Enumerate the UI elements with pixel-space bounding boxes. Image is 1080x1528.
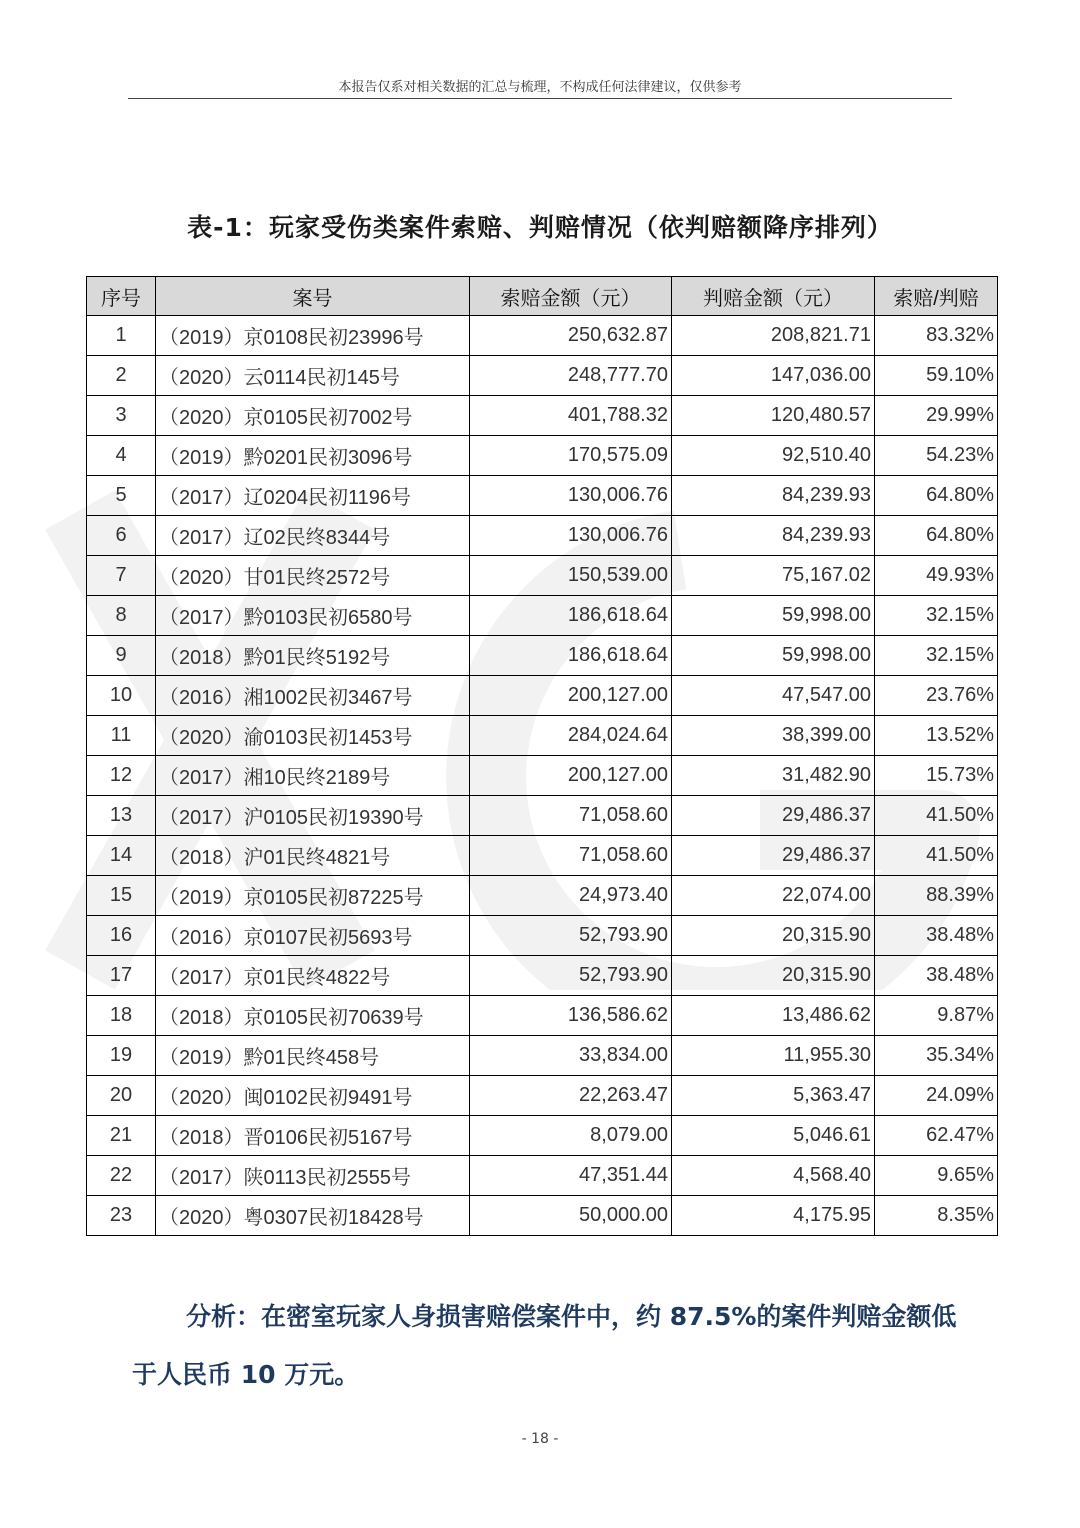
cell-case-number: （2018）沪01民终4821号 [156, 836, 470, 876]
cell-index: 11 [87, 716, 156, 756]
cell-award-amount: 4,568.40 [672, 1156, 875, 1196]
cell-ratio: 8.35% [875, 1196, 998, 1236]
table-row [87, 1076, 998, 1116]
cell-case-number: （2019）黔0201民初3096号 [156, 436, 470, 476]
cell-claim-amount: 284,024.64 [470, 716, 672, 756]
table-row [87, 876, 998, 916]
cell-index: 2 [87, 356, 156, 396]
table-row [87, 996, 998, 1036]
cell-award-amount: 208,821.71 [672, 316, 875, 356]
cell-ratio: 64.80% [875, 476, 998, 516]
table-row [87, 356, 998, 396]
cell-ratio: 23.76% [875, 676, 998, 716]
cases-table [86, 276, 998, 1236]
cell-case-number: （2017）湘10民终2189号 [156, 756, 470, 796]
table-row [87, 436, 998, 476]
cell-award-amount: 31,482.90 [672, 756, 875, 796]
cell-ratio: 62.47% [875, 1116, 998, 1156]
table-row [87, 756, 998, 796]
table-row [87, 1196, 998, 1236]
cell-index: 15 [87, 876, 156, 916]
cell-claim-amount: 248,777.70 [470, 356, 672, 396]
cell-ratio: 41.50% [875, 796, 998, 836]
cell-ratio: 49.93% [875, 556, 998, 596]
table-row [87, 316, 998, 356]
cell-ratio: 83.32% [875, 316, 998, 356]
cell-index: 16 [87, 916, 156, 956]
cell-claim-amount: 50,000.00 [470, 1196, 672, 1236]
cell-award-amount: 120,480.57 [672, 396, 875, 436]
cell-claim-amount: 130,006.76 [470, 476, 672, 516]
cell-case-number: （2018）京0105民初70639号 [156, 996, 470, 1036]
cell-case-number: （2019）京0105民初87225号 [156, 876, 470, 916]
cell-award-amount: 147,036.00 [672, 356, 875, 396]
page-number: - 18 - [521, 1431, 559, 1447]
cell-index: 1 [87, 316, 156, 356]
cell-ratio: 38.48% [875, 956, 998, 996]
cell-case-number: （2020）闽0102民初9491号 [156, 1076, 470, 1116]
cell-award-amount: 5,046.61 [672, 1116, 875, 1156]
table-row [87, 476, 998, 516]
cell-award-amount: 29,486.37 [672, 796, 875, 836]
cell-ratio: 24.09% [875, 1076, 998, 1116]
cell-claim-amount: 47,351.44 [470, 1156, 672, 1196]
cell-claim-amount: 52,793.90 [470, 916, 672, 956]
cell-index: 20 [87, 1076, 156, 1116]
cell-ratio: 13.52% [875, 716, 998, 756]
cell-ratio: 32.15% [875, 596, 998, 636]
cell-claim-amount: 22,263.47 [470, 1076, 672, 1116]
header-disclaimer: 本报告仅系对相关数据的汇总与梳理，不构成任何法律建议，仅供参考 [338, 80, 742, 95]
cell-index: 5 [87, 476, 156, 516]
cell-claim-amount: 250,632.87 [470, 316, 672, 356]
cell-claim-amount: 52,793.90 [470, 956, 672, 996]
cell-ratio: 29.99% [875, 396, 998, 436]
cell-ratio: 59.10% [875, 356, 998, 396]
cell-ratio: 35.34% [875, 1036, 998, 1076]
cell-award-amount: 47,547.00 [672, 676, 875, 716]
cell-award-amount: 4,175.95 [672, 1196, 875, 1236]
cell-claim-amount: 401,788.32 [470, 396, 672, 436]
cell-claim-amount: 71,058.60 [470, 836, 672, 876]
cell-case-number: （2018）晋0106民初5167号 [156, 1116, 470, 1156]
cell-case-number: （2017）黔0103民初6580号 [156, 596, 470, 636]
table-row [87, 836, 998, 876]
cell-case-number: （2020）京0105民初7002号 [156, 396, 470, 436]
cell-index: 17 [87, 956, 156, 996]
cell-award-amount: 59,998.00 [672, 596, 875, 636]
cell-award-amount: 11,955.30 [672, 1036, 875, 1076]
column-header-index: 序号 [87, 277, 156, 316]
cell-award-amount: 75,167.02 [672, 556, 875, 596]
cell-award-amount: 84,239.93 [672, 516, 875, 556]
cell-award-amount: 5,363.47 [672, 1076, 875, 1116]
cell-case-number: （2020）渝0103民初1453号 [156, 716, 470, 756]
table-row [87, 516, 998, 556]
cell-index: 7 [87, 556, 156, 596]
table-row [87, 396, 998, 436]
table-row [87, 1116, 998, 1156]
cell-case-number: （2017）辽0204民初1196号 [156, 476, 470, 516]
cell-claim-amount: 33,834.00 [470, 1036, 672, 1076]
cell-case-number: （2020）粤0307民初18428号 [156, 1196, 470, 1236]
cell-ratio: 32.15% [875, 636, 998, 676]
header-divider [128, 98, 952, 99]
table-title: 表-1：玩家受伤类案件索赔、判赔情况（依判赔额降序排列） [187, 213, 893, 242]
cell-case-number: （2019）京0108民初23996号 [156, 316, 470, 356]
cell-ratio: 54.23% [875, 436, 998, 476]
table-row [87, 1036, 998, 1076]
cell-case-number: （2020）甘01民终2572号 [156, 556, 470, 596]
table-row [87, 556, 998, 596]
table-row [87, 676, 998, 716]
column-header-claim-amount: 索赔金额（元） [470, 277, 672, 316]
cell-award-amount: 92,510.40 [672, 436, 875, 476]
cell-ratio: 9.87% [875, 996, 998, 1036]
cell-index: 9 [87, 636, 156, 676]
cell-claim-amount: 24,973.40 [470, 876, 672, 916]
cell-case-number: （2017）陕0113民初2555号 [156, 1156, 470, 1196]
cell-case-number: （2016）京0107民初5693号 [156, 916, 470, 956]
cell-case-number: （2017）沪0105民初19390号 [156, 796, 470, 836]
cell-award-amount: 20,315.90 [672, 956, 875, 996]
cell-award-amount: 29,486.37 [672, 836, 875, 876]
table-row [87, 796, 998, 836]
cell-case-number: （2016）湘1002民初3467号 [156, 676, 470, 716]
cell-ratio: 41.50% [875, 836, 998, 876]
cell-index: 4 [87, 436, 156, 476]
cell-claim-amount: 136,586.62 [470, 996, 672, 1036]
cell-index: 19 [87, 1036, 156, 1076]
cell-index: 22 [87, 1156, 156, 1196]
table-row [87, 956, 998, 996]
cell-case-number: （2017）辽02民终8344号 [156, 516, 470, 556]
cell-index: 18 [87, 996, 156, 1036]
cell-index: 14 [87, 836, 156, 876]
column-header-ratio: 索赔/判赔 [875, 277, 998, 316]
table-row [87, 596, 998, 636]
cell-claim-amount: 8,079.00 [470, 1116, 672, 1156]
cell-claim-amount: 130,006.76 [470, 516, 672, 556]
cell-ratio: 88.39% [875, 876, 998, 916]
analysis-paragraph: 分析：在密室玩家人身损害赔偿案件中，约 87.5%的案件判赔金额低于人民币 10 万元。 [132, 1302, 957, 1389]
cell-index: 3 [87, 396, 156, 436]
cell-claim-amount: 186,618.64 [470, 596, 672, 636]
cell-index: 13 [87, 796, 156, 836]
cell-index: 23 [87, 1196, 156, 1236]
cell-index: 12 [87, 756, 156, 796]
cell-index: 8 [87, 596, 156, 636]
table-row [87, 1156, 998, 1196]
cell-ratio: 38.48% [875, 916, 998, 956]
table-row [87, 716, 998, 756]
cell-index: 6 [87, 516, 156, 556]
cell-case-number: （2019）黔01民终458号 [156, 1036, 470, 1076]
column-header-case-number: 案号 [156, 277, 470, 316]
cell-index: 10 [87, 676, 156, 716]
table-header-row [87, 277, 998, 316]
cell-claim-amount: 200,127.00 [470, 676, 672, 716]
cell-claim-amount: 71,058.60 [470, 796, 672, 836]
cell-claim-amount: 170,575.09 [470, 436, 672, 476]
cell-claim-amount: 200,127.00 [470, 756, 672, 796]
cell-case-number: （2020）云0114民初145号 [156, 356, 470, 396]
cell-award-amount: 84,239.93 [672, 476, 875, 516]
cell-ratio: 15.73% [875, 756, 998, 796]
cell-case-number: （2018）黔01民终5192号 [156, 636, 470, 676]
cell-claim-amount: 186,618.64 [470, 636, 672, 676]
table-row [87, 916, 998, 956]
cell-index: 21 [87, 1116, 156, 1156]
cell-award-amount: 20,315.90 [672, 916, 875, 956]
cell-award-amount: 22,074.00 [672, 876, 875, 916]
cell-award-amount: 13,486.62 [672, 996, 875, 1036]
cell-award-amount: 38,399.00 [672, 716, 875, 756]
column-header-award-amount: 判赔金额（元） [672, 277, 875, 316]
cell-case-number: （2017）京01民终4822号 [156, 956, 470, 996]
cell-claim-amount: 150,539.00 [470, 556, 672, 596]
cell-ratio: 64.80% [875, 516, 998, 556]
cell-award-amount: 59,998.00 [672, 636, 875, 676]
table-row [87, 636, 998, 676]
cell-ratio: 9.65% [875, 1156, 998, 1196]
